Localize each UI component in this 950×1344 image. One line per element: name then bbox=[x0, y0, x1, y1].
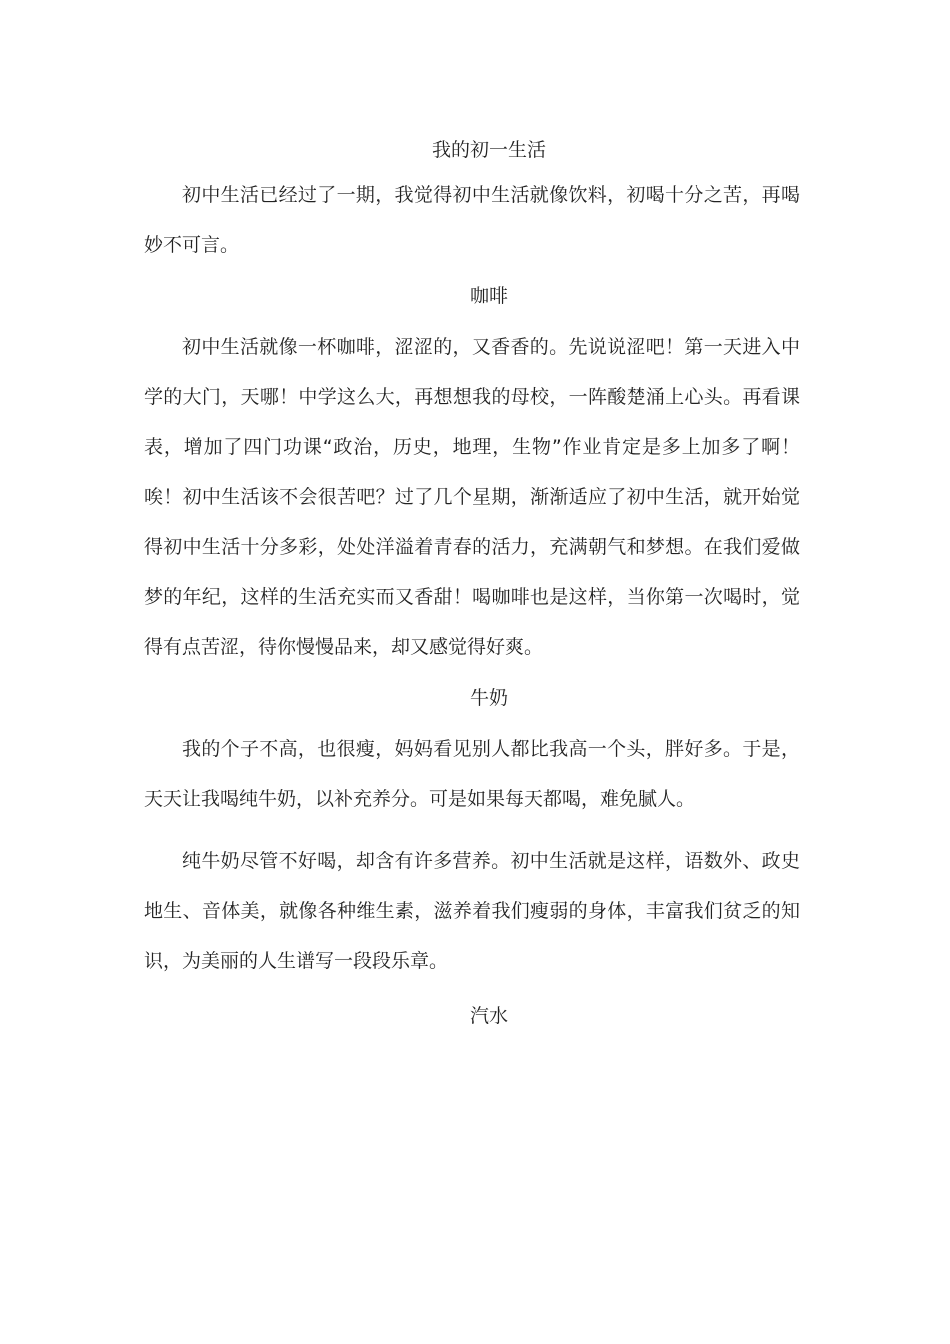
milk-paragraph-1: 我的个子不高，也很瘦，妈妈看见别人都比我高一个头，胖好多。于是，天天让我喝纯牛奶，以补充养分。可是如果每天都喝，难免腻人。 bbox=[144, 738, 800, 810]
section-heading-milk: 牛奶 bbox=[469, 687, 508, 709]
document-title: 我的初一生活 bbox=[431, 139, 546, 161]
section-heading-soda: 汽水 bbox=[469, 1005, 508, 1027]
intro-paragraph: 初中生活已经过了一期，我觉得初中生活就像饮料，初喝十分之苦，再喝妙不可言。 bbox=[144, 184, 800, 256]
section-heading-coffee: 咖啡 bbox=[469, 285, 508, 307]
coffee-paragraph: 初中生活就像一杯咖啡，涩涩的，又香香的。先说说涩吧！第一天进入中学的大门，天哪！中学这么大，再想想我的母校，一阵酸楚涌上心头。再看课表，增加了四门功课“政治，历史，地理，生物”作业肯定是多上加多了啊！唉！初中生活该不会很苦吧？过了几个星期，渐渐适应了初中生活，就开始觉得初中生活十分多彩，处处洋溢着青春的活力，充满朝气和梦想。在我们爱做梦的年纪，这样的生活充实而又香甜！喝咖啡也是这样，当你第一次喝时，觉得有点苦涩，待你慢慢品来，却又感觉得好爽。 bbox=[144, 336, 800, 658]
milk-paragraph-2: 纯牛奶尽管不好喝，却含有许多营养。初中生活就是这样，语数外、政史地生、音体美，就像各种维生素，滋养着我们瘦弱的身体，丰富我们贫乏的知识，为美丽的人生谱写一段段乐章。 bbox=[144, 850, 800, 972]
document-body bbox=[144, 130, 800, 1036]
